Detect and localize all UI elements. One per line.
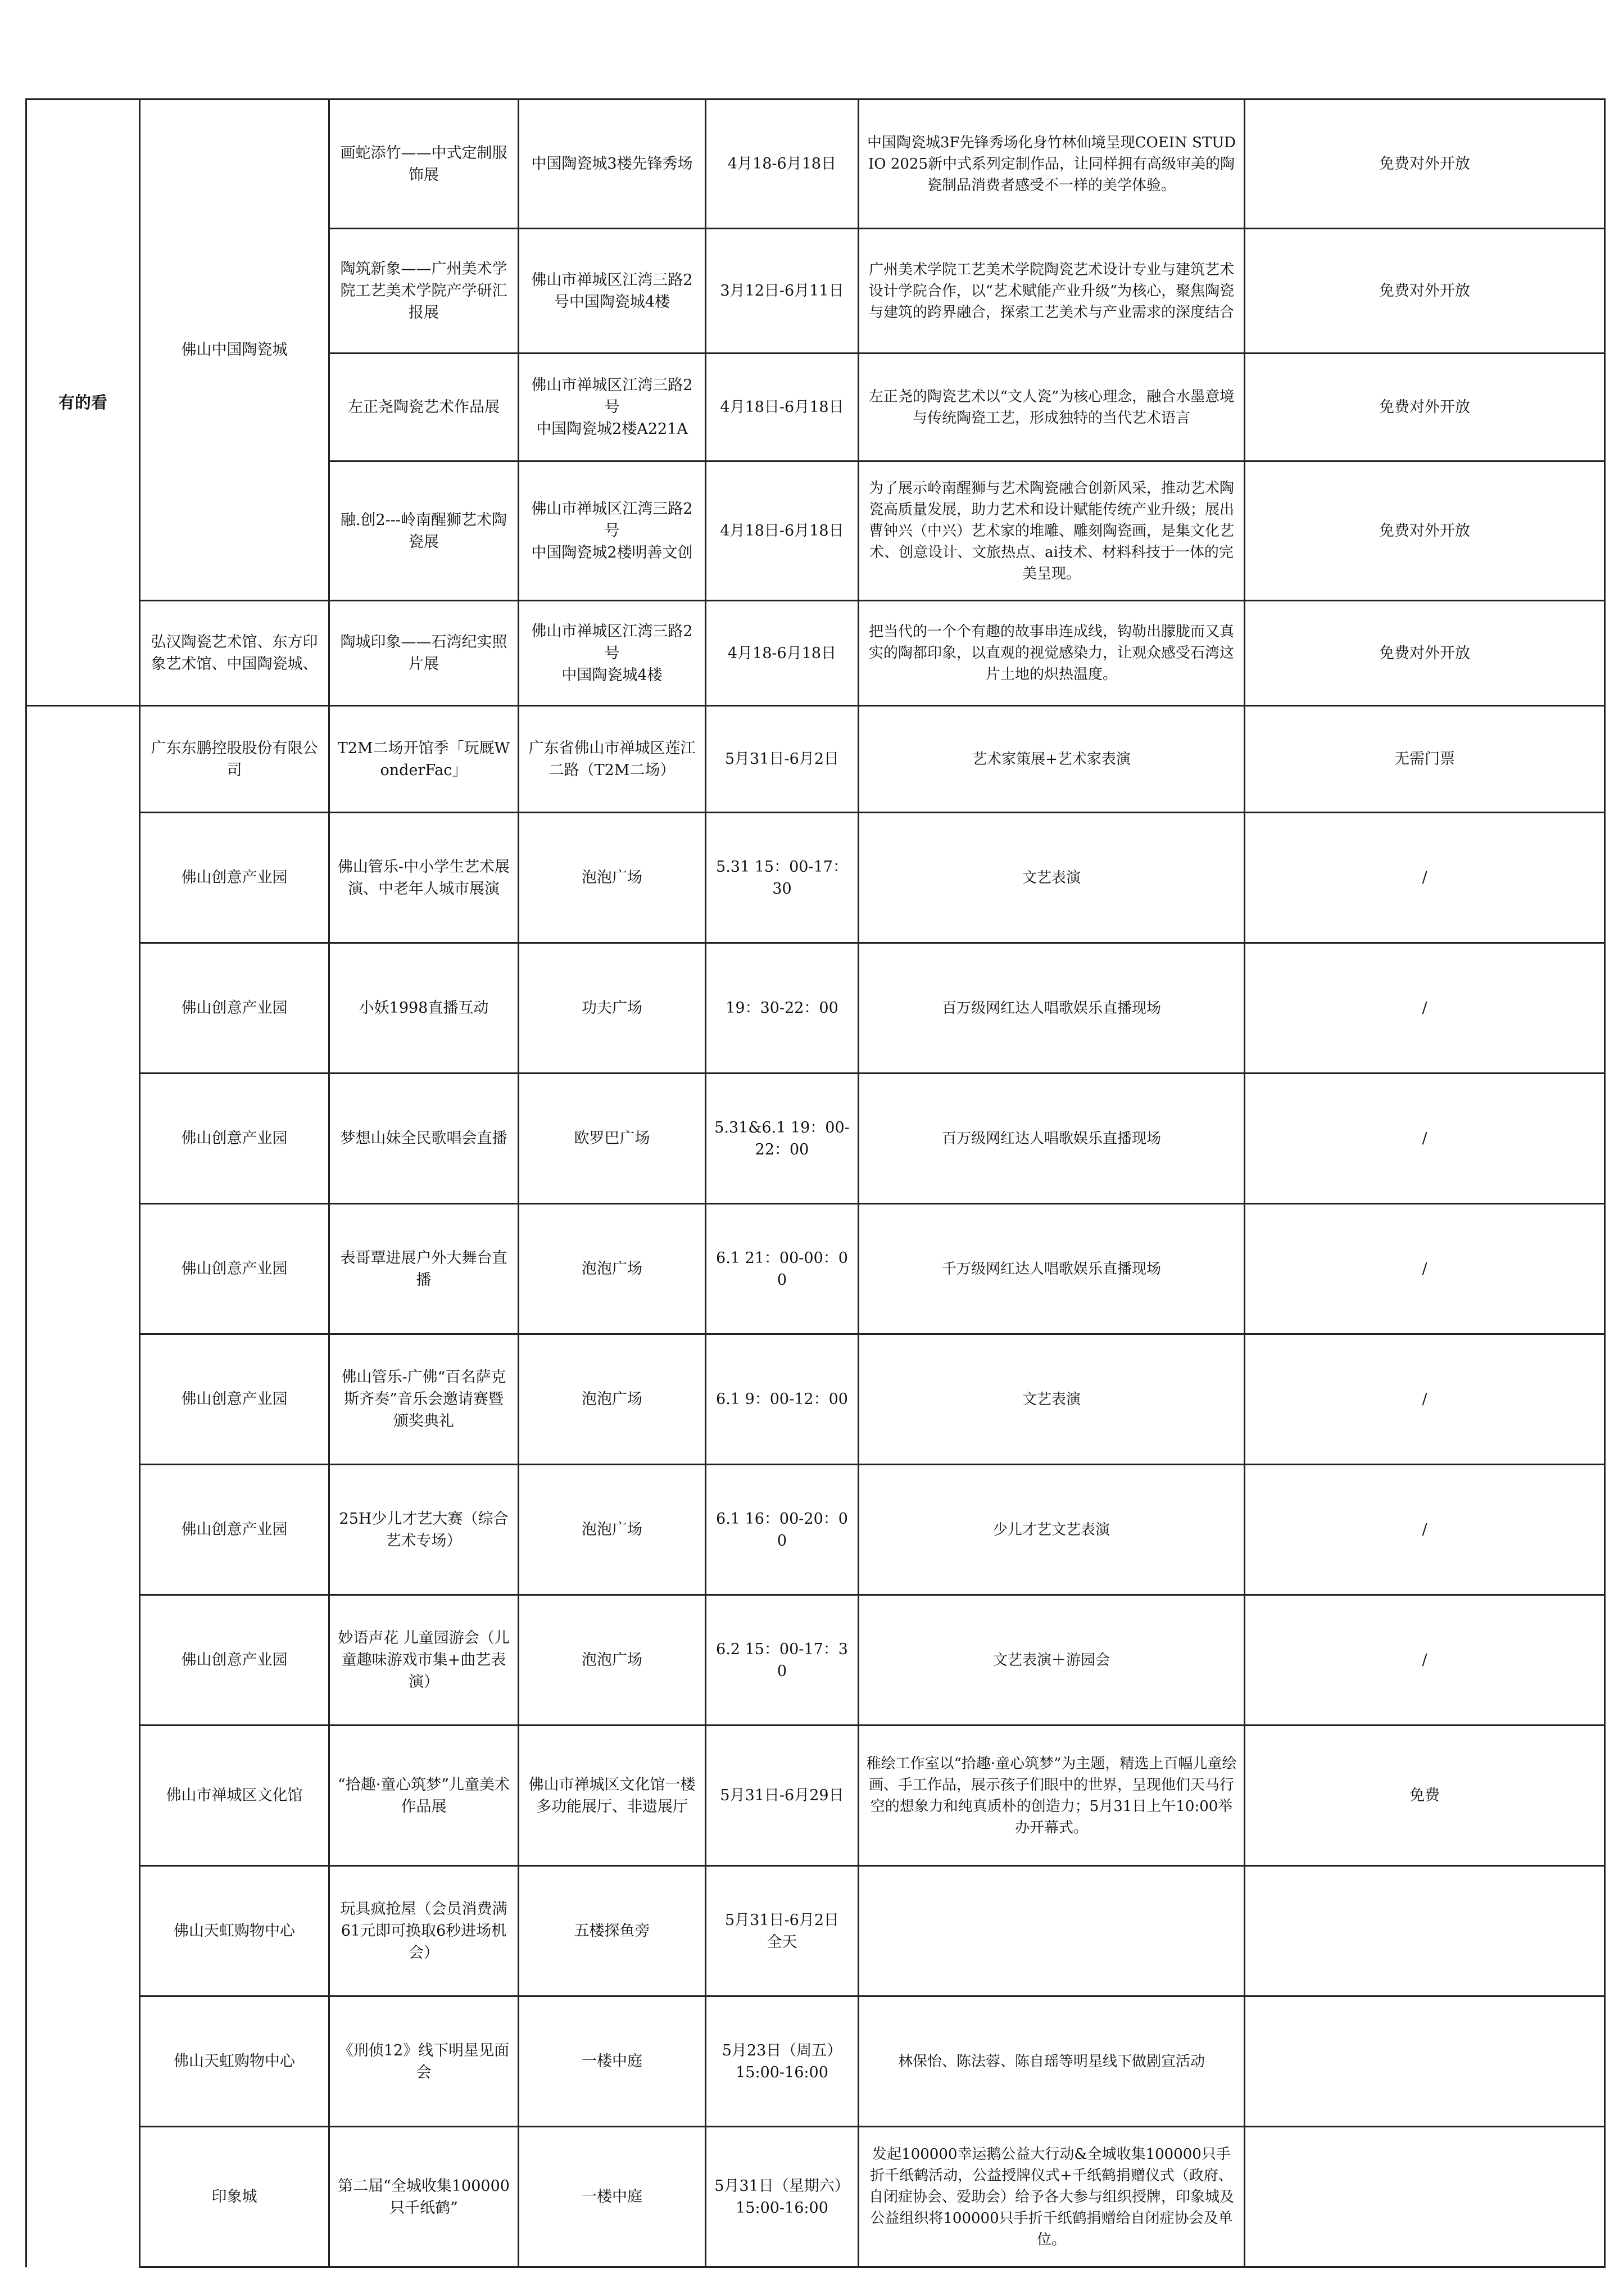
organizer-cell: 佛山创意产业园 (140, 1074, 329, 1204)
venue-cell: 一楼中庭 (519, 2127, 706, 2267)
organizer-cell: 佛山创意产业园 (140, 813, 329, 943)
table-row (26, 1996, 1605, 2127)
time-cell: 5月31日（星期六） 15:00-16:00 (706, 2127, 859, 2267)
table-row (26, 943, 1605, 1074)
organizer-cell: 弘汉陶瓷艺术馆、东方印象艺术馆、中国陶瓷城、 (140, 601, 329, 706)
ticket-cell (1245, 1996, 1605, 2127)
content-cell (859, 1866, 1245, 1996)
time-cell: 5.31&6.1 19：00-22：00 (706, 1074, 859, 1204)
venue-cell: 一楼中庭 (519, 1996, 706, 2127)
table-row (26, 1726, 1605, 1866)
table-row (26, 706, 1605, 813)
ticket-cell: / (1245, 1465, 1605, 1595)
time-cell: 6.1 9：00-12：00 (706, 1334, 859, 1465)
ticket-cell: 免费对外开放 (1245, 461, 1605, 601)
table-row (26, 1866, 1605, 1996)
content-cell: 百万级网红达人唱歌娱乐直播现场 (859, 1074, 1245, 1204)
time-cell: 3月12日-6月11日 (706, 229, 859, 354)
venue-cell: 欧罗巴广场 (519, 1074, 706, 1204)
time-cell: 6.1 21：00-00：00 (706, 1204, 859, 1334)
event-name-cell: 融.创2---岭南醒狮艺术陶瓷展 (329, 461, 519, 601)
table-row (26, 1074, 1605, 1204)
organizer-cell: 佛山创意产业园 (140, 1595, 329, 1726)
venue-cell: 广东省佛山市禅城区莲江二路（T2M二场） (519, 706, 706, 813)
venue-cell: 佛山市禅城区江湾三路2号中国陶瓷城4楼 (519, 229, 706, 354)
content-cell: 文艺表演＋游园会 (859, 1595, 1245, 1726)
content-cell: 文艺表演 (859, 813, 1245, 943)
time-cell: 4月18日-6月18日 (706, 461, 859, 601)
event-name-cell: 陶筑新象——广州美术学院工艺美术学院产学研汇报展 (329, 229, 519, 354)
organizer-cell: 佛山市禅城区文化馆 (140, 1726, 329, 1866)
venue-cell: 泡泡广场 (519, 1204, 706, 1334)
organizer-cell: 印象城 (140, 2127, 329, 2267)
organizer-cell: 佛山创意产业园 (140, 1204, 329, 1334)
content-cell: 千万级网红达人唱歌娱乐直播现场 (859, 1204, 1245, 1334)
organizer-cell: 佛山中国陶瓷城 (140, 99, 329, 601)
time-cell: 5月31日-6月2日 全天 (706, 1866, 859, 1996)
ticket-cell (1245, 2127, 1605, 2267)
content-cell: 左正尧的陶瓷艺术以“文人瓷”为核心理念，融合水墨意境与传统陶瓷工艺，形成独特的当代艺术语言 (859, 354, 1245, 461)
table-row (26, 1465, 1605, 1595)
time-cell: 5.31 15：00-17：30 (706, 813, 859, 943)
ticket-cell: 免费 (1245, 1726, 1605, 1866)
event-name-cell: 佛山管乐-中小学生艺术展演、中老年人城市展演 (329, 813, 519, 943)
event-name-cell: 第二届“全城收集100000只千纸鹤” (329, 2127, 519, 2267)
ticket-cell: / (1245, 1074, 1605, 1204)
activity-table (25, 98, 1606, 2268)
content-cell: 文艺表演 (859, 1334, 1245, 1465)
venue-cell: 泡泡广场 (519, 1334, 706, 1465)
ticket-cell: / (1245, 1595, 1605, 1726)
content-cell: 艺术家策展+艺术家表演 (859, 706, 1245, 813)
venue-cell: 佛山市禅城区江湾三路2号 中国陶瓷城2楼A221A (519, 354, 706, 461)
ticket-cell: 免费对外开放 (1245, 99, 1605, 229)
content-cell: 稚绘工作室以“拾趣·童心筑梦”为主题，精选上百幅儿童绘画、手工作品，展示孩子们眼中的世界，呈现他们天马行空的想象力和纯真质朴的创造力；5月31日上午10:00举办开幕式。 (859, 1726, 1245, 1866)
organizer-cell: 佛山天虹购物中心 (140, 1996, 329, 2127)
ticket-cell (1245, 1866, 1605, 1996)
organizer-cell: 佛山创意产业园 (140, 943, 329, 1074)
event-name-cell: T2M二场开馆季「玩厩WonderFac」 (329, 706, 519, 813)
ticket-cell: 免费对外开放 (1245, 601, 1605, 706)
content-cell: 发起100000幸运鹅公益大行动&全城收集100000只手折千纸鹤活动，公益授牌仪式+千纸鹤捐赠仪式（政府、自闭症协会、爱助会）给予各大参与组织授牌，印象城及公益组织将100000只手折千纸鹤捐赠给自闭症协会及单位。 (859, 2127, 1245, 2267)
content-cell: 把当代的一个个有趣的故事串连成线，钩勒出朦胧而又真实的陶都印象，以直观的视觉感染力，让观众感受石湾这片土地的炽热温度。 (859, 601, 1245, 706)
organizer-cell: 佛山创意产业园 (140, 1465, 329, 1595)
table-row (26, 1334, 1605, 1465)
organizer-cell: 佛山天虹购物中心 (140, 1866, 329, 1996)
venue-cell: 泡泡广场 (519, 813, 706, 943)
ticket-cell: 无需门票 (1245, 706, 1605, 813)
table-row (26, 813, 1605, 943)
time-cell: 4月18-6月18日 (706, 99, 859, 229)
ticket-cell: / (1245, 1204, 1605, 1334)
ticket-cell: / (1245, 813, 1605, 943)
organizer-cell: 佛山创意产业园 (140, 1334, 329, 1465)
ticket-cell: 免费对外开放 (1245, 354, 1605, 461)
venue-cell: 中国陶瓷城3楼先锋秀场 (519, 99, 706, 229)
ticket-cell: 免费对外开放 (1245, 229, 1605, 354)
content-cell: 为了展示岭南醒狮与艺术陶瓷融合创新风采，推动艺术陶瓷高质量发展，助力艺术和设计赋能传统产业升级；展出曹钟兴（中兴）艺术家的堆雕、雕刻陶瓷画，是集文化艺术、创意设计、文旅热点、ai技术、材料科技于一体的完美呈现。 (859, 461, 1245, 601)
time-cell: 5月23日（周五） 15:00-16:00 (706, 1996, 859, 2127)
event-name-cell: 《刑侦12》线下明星见面会 (329, 1996, 519, 2127)
table-row (26, 2127, 1605, 2267)
content-cell: 广州美术学院工艺美术学院陶瓷艺术设计专业与建筑艺术设计学院合作，以“艺术赋能产业升级”为核心，聚焦陶瓷与建筑的跨界融合，探索工艺美术与产业需求的深度结合 (859, 229, 1245, 354)
event-name-cell: 画蛇添竹——中式定制服饰展 (329, 99, 519, 229)
content-cell: 中国陶瓷城3F先锋秀场化身竹林仙境呈现COEIN STUDIO 2025新中式系列定制作品，让同样拥有高级审美的陶瓷制品消费者感受不一样的美学体验。 (859, 99, 1245, 229)
time-cell: 6.1 16：00-20：00 (706, 1465, 859, 1595)
venue-cell: 佛山市禅城区江湾三路2号 中国陶瓷城2楼明善文创 (519, 461, 706, 601)
event-name-cell: 陶城印象——石湾纪实照片展 (329, 601, 519, 706)
event-name-cell: 表哥覃进展户外大舞台直播 (329, 1204, 519, 1334)
venue-cell: 泡泡广场 (519, 1595, 706, 1726)
venue-cell: 泡泡广场 (519, 1465, 706, 1595)
time-cell: 4月18日-6月18日 (706, 354, 859, 461)
content-cell: 少儿才艺文艺表演 (859, 1465, 1245, 1595)
table-row (26, 1204, 1605, 1334)
time-cell: 6.2 15：00-17：30 (706, 1595, 859, 1726)
event-name-cell: “拾趣·童心筑梦”儿童美术作品展 (329, 1726, 519, 1866)
time-cell: 4月18-6月18日 (706, 601, 859, 706)
content-cell: 林保怡、陈法蓉、陈自瑶等明星线下做剧宣活动 (859, 1996, 1245, 2127)
event-name-cell: 25H少儿才艺大赛（综合艺术专场） (329, 1465, 519, 1595)
venue-cell: 佛山市禅城区文化馆一楼多功能展厅、非遗展厅 (519, 1726, 706, 1866)
event-name-cell: 佛山管乐-广佛“百名萨克斯齐奏”音乐会邀请赛暨颁奖典礼 (329, 1334, 519, 1465)
time-cell: 5月31日-6月2日 (706, 706, 859, 813)
ticket-cell: / (1245, 1334, 1605, 1465)
content-cell: 百万级网红达人唱歌娱乐直播现场 (859, 943, 1245, 1074)
category-cell: 有的看 (26, 99, 140, 706)
table-row (26, 601, 1605, 706)
organizer-cell: 广东东鹏控股股份有限公司 (140, 706, 329, 813)
venue-cell: 五楼探鱼旁 (519, 1866, 706, 1996)
ticket-cell: / (1245, 943, 1605, 1074)
event-name-cell: 小妖1998直播互动 (329, 943, 519, 1074)
time-cell: 19：30-22：00 (706, 943, 859, 1074)
venue-cell: 佛山市禅城区江湾三路2号 中国陶瓷城4楼 (519, 601, 706, 706)
table-row (26, 99, 1605, 229)
venue-cell: 功夫广场 (519, 943, 706, 1074)
event-name-cell: 玩具疯抢屋（会员消费满61元即可换取6秒进场机会） (329, 1866, 519, 1996)
event-name-cell: 妙语声花 儿童园游会（儿童趣味游戏市集+曲艺表演） (329, 1595, 519, 1726)
event-name-cell: 左正尧陶瓷艺术作品展 (329, 354, 519, 461)
table-row (26, 1595, 1605, 1726)
time-cell: 5月31日-6月29日 (706, 1726, 859, 1866)
event-name-cell: 梦想山妹全民歌唱会直播 (329, 1074, 519, 1204)
